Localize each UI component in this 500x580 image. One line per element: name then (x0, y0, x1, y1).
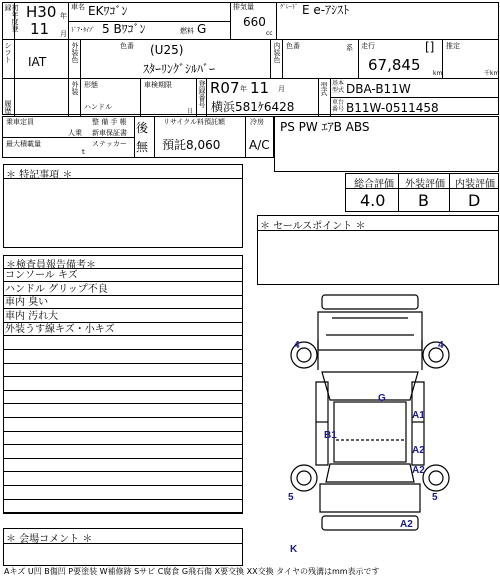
inspector-note-row (3, 419, 243, 432)
color-name: ｽﾀｰﾘﾝｸﾞｼﾙﾊﾞｰ (143, 62, 216, 76)
total-rating: 4.0 (360, 191, 386, 210)
person-unit: 人乗 (68, 129, 82, 137)
interior-color-label: 内装色 (273, 42, 281, 63)
special-notes-title: ＊ 特記事項 ＊ (6, 170, 73, 181)
damage-legend: Aキズ U凹 B傷凹 P要塗装 W補修跡 Sサビ C腐食 G飛石傷 X要交換 XX交換 タイヤの残溝はmm表示です (4, 567, 380, 576)
inspection-year-unit: 年 (240, 85, 247, 93)
interior-color-no-label: 色番 (286, 42, 300, 50)
kei-label: 系 (346, 44, 353, 52)
inspector-note-row (3, 500, 243, 513)
venue-comment-title: ＊ 会場コメント ＊ (6, 534, 93, 545)
interior-rating-label: 内装評価 (455, 179, 495, 190)
model-basic-label: 基本型式 (332, 80, 345, 94)
displacement: 660 (243, 15, 266, 29)
left-doors (316, 382, 328, 465)
inspection-label: 車検期限 (144, 81, 172, 89)
damage-right-door-front: A1 (412, 410, 425, 421)
exterior-rating: B (418, 191, 429, 210)
fuel: G (197, 22, 207, 36)
inspector-note-row: コンソール キズ (3, 269, 243, 282)
inspector-note-row: 外装うす線キズ・小キズ (3, 323, 243, 336)
damage-rear-left-tire: 5 (288, 492, 294, 503)
day-unit: 日 (187, 108, 194, 115)
sticker-value: 無 (136, 140, 149, 154)
inspector-note-row (3, 459, 243, 472)
sales-points-title: ＊ セールスポイント ＊ (260, 221, 366, 232)
car-name: EKﾜｺﾞﾝ (88, 4, 128, 18)
damage-right-door-rear: A2 (412, 445, 425, 456)
inspector-note-row (3, 391, 243, 404)
sticker-label: ステッカー (92, 140, 127, 148)
ac-label: 冷房 (250, 118, 264, 126)
fuel-label: 燃料 (180, 27, 194, 35)
estimated-label: 推定 (446, 42, 460, 50)
damage-rear-bottom: K (290, 544, 298, 555)
maintenance-label: 整 備 手 帳 (92, 118, 127, 126)
rear-right-wheel (423, 465, 449, 491)
capacity-label: 乗車定員 (6, 118, 34, 126)
rear-window (326, 464, 414, 482)
door-type: 5 Bﾜｺﾞﾝ (102, 22, 146, 36)
total-rating-label: 総合評価 (354, 179, 394, 190)
thousand-km-unit: 千km (484, 70, 500, 77)
cc-unit: cc (266, 30, 273, 37)
damage-rear-bumper: A2 (400, 519, 413, 530)
car-name-label: 車名 (71, 3, 85, 11)
color-no-label: 色番 (120, 42, 134, 50)
damage-front-left-tire: 4 (294, 340, 300, 351)
mileage-label: 走行 (361, 42, 375, 50)
inspector-note-row (3, 432, 243, 445)
shift-label: シフト (4, 42, 12, 63)
inspector-note-row (3, 351, 243, 364)
rear-left-wheel (291, 465, 317, 491)
ton-unit: t (82, 148, 85, 156)
year-label: 初年度登録 (4, 4, 19, 32)
exterior-color-label: 外装色 (71, 42, 79, 63)
inspector-note-row (3, 473, 243, 486)
interior-rating: D (468, 191, 481, 210)
car-damage-diagram (282, 290, 482, 542)
damage-rear-right-tire: 5 (432, 492, 438, 503)
color-code: (U25) (150, 43, 184, 57)
inspector-note-row (3, 446, 243, 459)
damage-right-rear-fender: A2 (412, 465, 425, 476)
plate: 横浜581ｹ6428 (211, 100, 295, 114)
model: DBA-B11W (346, 82, 411, 96)
exterior-rating-label: 外装評価 (405, 179, 445, 190)
grade-label: ｸﾞﾚｰﾄﾞ (280, 4, 299, 11)
chassis: B11W-0511458 (346, 101, 439, 115)
first-reg-month: 11 (30, 20, 50, 38)
windshield (322, 372, 418, 400)
chassis-label: 車台番号 (332, 99, 345, 113)
mileage: 67,845 (368, 56, 421, 74)
damage-left-door: B1 (324, 430, 337, 441)
inspector-note-row: ハンドル グリップ不良 (3, 283, 243, 296)
recycle-label: リサイクル料預託額 (163, 118, 226, 126)
door-type-label: ﾄﾞｱ･ﾀｲﾌﾟ (71, 27, 96, 34)
inspector-note-row (3, 364, 243, 377)
recycle: 預託8,060 (162, 138, 221, 152)
inspector-note-row (3, 405, 243, 418)
damage-front-right-tire: 4 (438, 340, 444, 351)
inspection-era: R07 (210, 79, 240, 97)
displacement-label: 排気量 (233, 3, 254, 11)
exterior-label: 外装 (71, 81, 79, 95)
max-load-label: 最大積載量 (6, 140, 41, 148)
handle-label: ハンドル (84, 103, 112, 111)
inspection-month: 11 (250, 79, 270, 97)
ac: A/C (249, 138, 270, 152)
maintenance-value: 後 (136, 121, 149, 135)
mileage-bracket: [] (425, 40, 435, 54)
warranty-label: 新車保証書 (92, 129, 127, 137)
grade: E e-ｱｼｽﾄ (302, 3, 350, 17)
inspector-note-row: 車内 汚れ大 (3, 310, 243, 323)
front-right-wheel (423, 342, 449, 368)
model-label: 型式 (320, 82, 328, 96)
front-bumper (322, 295, 418, 309)
inspection-month-unit: 月 (278, 85, 285, 93)
plate-label: 登録番号 (198, 80, 206, 108)
inspector-note-row (3, 487, 243, 500)
year-unit: 年 (60, 12, 67, 20)
damage-glass: G (378, 393, 386, 404)
inspector-note-row (3, 337, 243, 350)
km-unit: km (433, 70, 443, 77)
inspector-note-row: 車内 臭い (3, 296, 243, 309)
first-reg-year: H30 (26, 3, 57, 21)
history-label: 履歴 (4, 100, 12, 114)
shift: IAT (28, 55, 47, 69)
equipment: PS PW ｴｱB ABS (280, 120, 370, 134)
inspector-note-row (3, 378, 243, 391)
shape-label: 形態 (84, 81, 98, 89)
month-unit: 月 (60, 30, 67, 38)
rear-hatch (320, 484, 420, 512)
inspector-notes-title: ＊検査員報告備考＊ (6, 260, 96, 271)
roof (334, 402, 406, 462)
